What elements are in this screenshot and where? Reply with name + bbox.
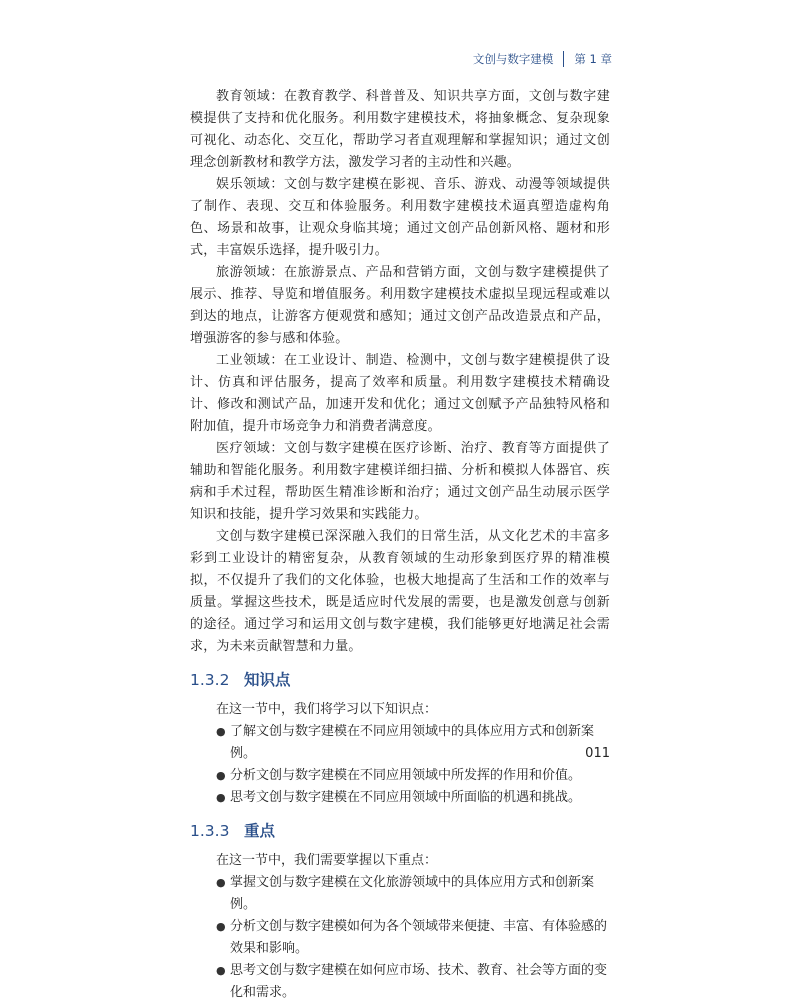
section-intro: 在这一节中，我们需要掌握以下重点： [216,853,438,868]
paragraph-text: 文创与数字建模已深深融入我们的日常生活，从文化艺术的丰富多彩到工业设计的精密复杂，从教育领域的生动形象到医疗界的精准模拟，不仅提升了我们的文化体验，也极大地提高了生活和工作的效率与质量。掌握这些技术，既是适应时代发展的需要，也是激发创意与创新的途径。通过学习和运用文创与数字建模，我们能够更好地满足社会需求，为未来贡献智慧和力量。 [190,529,610,654]
list-item [190,765,610,787]
paragraph-summary [190,526,610,658]
section-heading-focus [190,818,610,844]
chapter-label: 第 1 章 [574,52,612,66]
section-title: 重点 [244,822,276,840]
bullet-icon: ● [216,769,226,782]
book-title: 文创与数字建模 [472,52,554,66]
list-item [190,787,610,809]
list-item-text: 了解文创与数字建模在不同应用领域中的具体应用方式和创新案例。 [230,724,595,761]
paragraph-industry [190,350,610,438]
body-text [190,86,610,1004]
paragraph-text: ：在工业设计、制造、检测中，文创与数字建模提供了设计、仿真和评估服务，提高了效率和质量。利用数字建模技术精确设计、修改和测试产品，加速开发和优化；通过文创赋予产品独特风格和附加值，提升市场竞争力和消费者满意度。 [190,353,610,434]
paragraph-text: ：文创与数字建模在影视、音乐、游戏、动漫等领域提供了制作、表现、交互和体验服务。利用数字建模技术逼真塑造虚构角色、场景和故事，让观众身临其境；通过文创产品创新风格、题材和形式，丰富娱乐选择，提升吸引力。 [190,177,610,258]
list-item [190,721,610,765]
paragraph-text: ：文创与数字建模在医疗诊断、治疗、教育等方面提供了辅助和智能化服务。利用数字建模详细扫描、分析和模拟人体器官、疾病和手术过程，帮助医生精准诊断和治疗；通过文创产品生动展示医学知识和技能，提升学习效果和实践能力。 [190,441,610,522]
bullet-icon: ● [216,964,226,977]
paragraph-term: 娱乐领域 [216,177,271,192]
paragraph-term: 教育领域 [216,89,271,104]
bullet-icon: ● [216,725,226,738]
page-number: 011 [585,746,610,761]
section-intro: 在这一节中，我们将学习以下知识点： [216,702,438,717]
paragraph-entertainment [190,174,610,262]
focus-list [190,872,610,1004]
paragraph-education [190,86,610,174]
bullet-icon: ● [216,876,226,889]
paragraph-text: ：在教育教学、科普普及、知识共享方面，文创与数字建模提供了支持和优化服务。利用数字建模技术，将抽象概念、复杂现象可视化、动态化、交互化，帮助学习者直观理解和掌握知识；通过文创理念创新教材和教学方法，激发学习者的主动性和兴趣。 [190,89,610,170]
section-number: 1.3.2 [190,671,230,689]
header-divider [563,51,564,67]
list-item [190,872,610,916]
section-title: 知识点 [244,671,291,689]
bullet-icon: ● [216,920,226,933]
paragraph-term: 旅游领域 [216,265,271,280]
paragraph-term: 工业领域 [216,353,271,368]
paragraph-tourism [190,262,610,350]
list-item-text: 掌握文创与数字建模在文化旅游领域中的具体应用方式和创新案例。 [230,875,595,912]
knowledge-list [190,721,610,809]
bullet-icon: ● [216,791,226,804]
section-number: 1.3.3 [190,822,230,840]
list-item [190,916,610,960]
running-head [473,51,612,67]
list-item-text: 分析文创与数字建模在不同应用领域中所发挥的作用和价值。 [230,768,582,783]
paragraph-term: 医疗领域 [216,441,271,456]
list-item-text: 思考文创与数字建模在不同应用领域中所面临的机遇和挑战。 [230,790,582,805]
list-item-text: 思考文创与数字建模在如何应市场、技术、教育、社会等方面的变化和需求。 [230,963,608,1000]
paragraph-text: ：在旅游景点、产品和营销方面，文创与数字建模提供了展示、推荐、导览和增值服务。利用数字建模技术虚拟呈现远程或难以到达的地点，让游客方便观赏和感知；通过文创产品改造景点和产品，增强游客的参与感和体验。 [190,265,610,346]
list-item [190,960,610,1004]
list-item-text: 分析文创与数字建模如何为各个领域带来便捷、丰富、有体验感的效果和影响。 [230,919,608,956]
section-heading-knowledge [190,667,610,693]
paragraph-medical [190,438,610,526]
